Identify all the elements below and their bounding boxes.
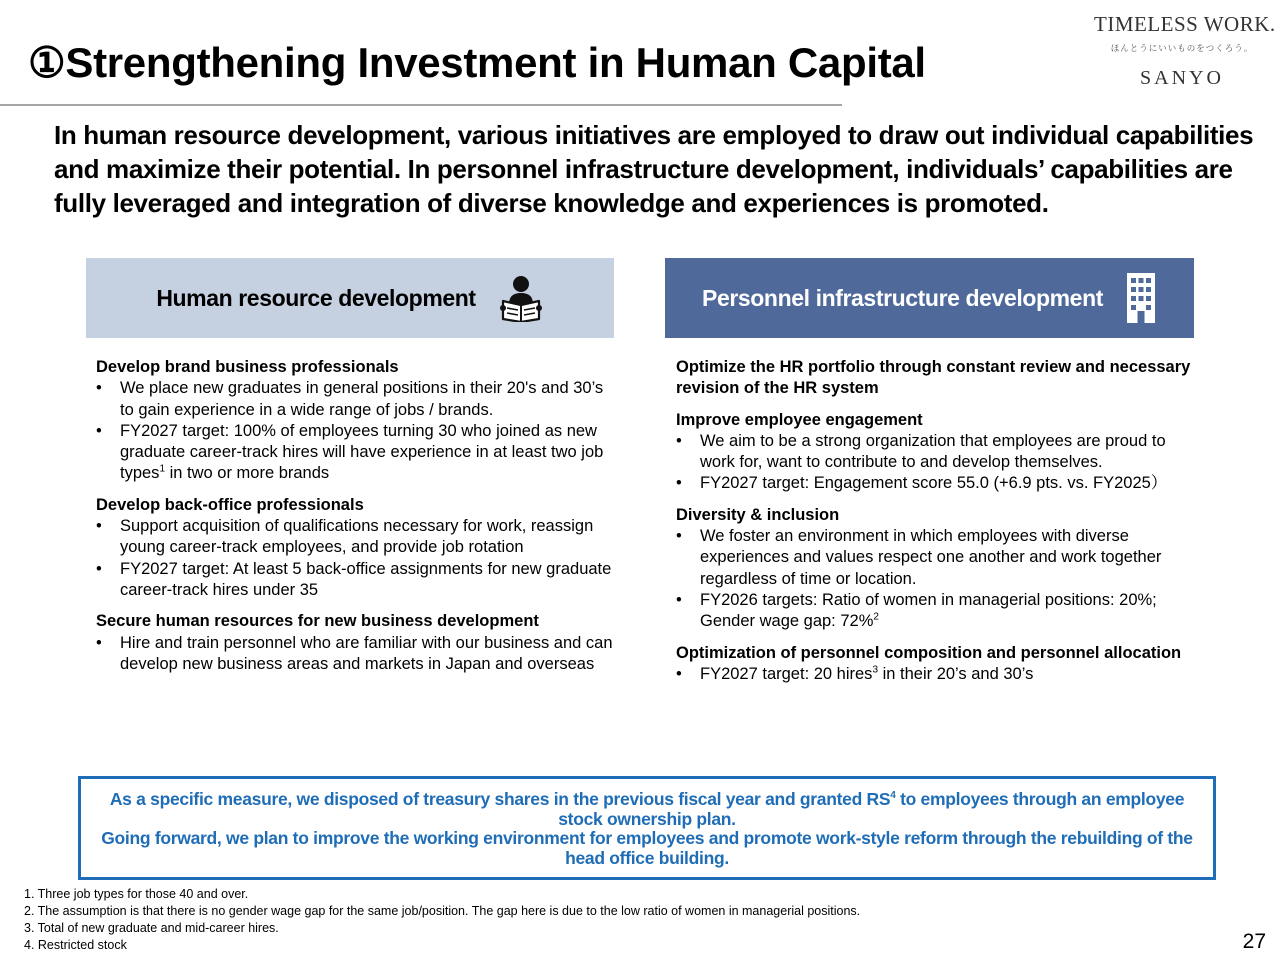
bullet-item	[96, 421, 616, 485]
bullet-text: FY2027 target: 20 hires	[700, 664, 873, 683]
footnote: 4. Restricted stock	[24, 938, 127, 952]
footnote-ref: 1	[159, 463, 165, 475]
footnote-ref: 2	[873, 611, 879, 623]
section	[96, 611, 616, 675]
personnel-infrastructure-list	[676, 357, 1196, 695]
specific-measure-callout	[78, 776, 1216, 880]
section-title: Develop back-office professionals	[96, 495, 364, 514]
callout-text: to employees through an employee stock ownership plan.	[558, 789, 1185, 829]
bullet-text: We foster an environment in which employees with diverse experiences and values respect one another and work together regardless of time or location.	[700, 527, 1162, 588]
section-title: Improve employee engagement	[676, 410, 923, 429]
section	[676, 505, 1196, 633]
footnote: 3. Total of new graduate and mid-career hires.	[24, 921, 279, 935]
page-title: ①Strengthening Investment in Human Capital	[28, 39, 926, 86]
section	[96, 357, 616, 485]
section-title: Secure human resources for new business development	[96, 612, 539, 631]
section-title: Diversity & inclusion	[676, 505, 840, 524]
bullet-text: FY2026 targets: Ratio of women in managerial positions: 20%; Gender wage gap: 72%	[700, 590, 1157, 631]
bullet-item	[676, 590, 1196, 633]
human-resource-development-list	[96, 357, 616, 685]
bullet-text: FY2027 target: Engagement score 55.0 (+6.9 pts. vs. FY2025）	[700, 474, 1168, 493]
section	[676, 410, 1196, 495]
bullet-text: We place new graduates in general positions in their 20's and 30’s to gain experience in a wide range of jobs / brands.	[120, 379, 604, 419]
bullet-item	[96, 633, 616, 676]
footnotes	[24, 886, 860, 954]
company-logo	[1094, 12, 1276, 90]
page-number: 27	[1242, 930, 1266, 953]
intro-paragraph: In human resource development, various initiatives are employed to draw out individual capabilities and maximize their potential. In personnel infrastructure development, individuals’ capabilities are fully leveraged and integration of diverse knowledge and experiences is promoted.	[54, 120, 1254, 218]
bullet-text: in their 20’s and 30’s	[878, 664, 1034, 683]
column-header-label: Personnel infrastructure development	[702, 284, 1103, 311]
section-title: Optimization of personnel composition and personnel allocation	[676, 643, 1182, 662]
logo-subtitle: ほんとうにいいものをつくろう。	[1110, 44, 1254, 54]
footnote-ref: 4	[890, 790, 896, 802]
section-title: Optimize the HR portfolio through constant review and necessary revision of the HR system	[676, 358, 1191, 398]
footnote-ref: 3	[872, 664, 878, 676]
bullet-item	[676, 526, 1196, 590]
bullet-text: FY2027 target: 100% of employees turning 30 who joined as new graduate career-track hires will have experience in at least two job types	[120, 421, 604, 483]
bullet-text: Support acquisition of qualifications necessary for work, reassign young career-track employees, and provide job rotation	[120, 517, 594, 557]
bullet-item	[676, 473, 1196, 494]
bullet-text: Hire and train personnel who are familiar with our business and can develop new business areas and markets in Japan and overseas	[120, 633, 613, 673]
section	[676, 643, 1196, 686]
office-building-icon	[1125, 273, 1157, 323]
bullet-item	[96, 516, 616, 559]
bullet-item	[96, 378, 616, 421]
human-resource-development-header	[86, 258, 614, 338]
section-title: Develop brand business professionals	[96, 358, 399, 376]
personnel-infrastructure-development-header	[665, 258, 1194, 338]
footnote: 2. The assumption is that there is no gender wage gap for the same job/position. The gap here is due to the low ratio of women in managerial positions.	[24, 904, 861, 918]
callout-line: Going forward, we plan to improve the working environment for employees and promote work-style reform through the rebuilding of the head office building.	[101, 828, 1193, 868]
person-reading-book-icon	[498, 274, 544, 322]
section	[676, 357, 1196, 400]
bullet-item	[96, 559, 616, 602]
column-header-label: Human resource development	[156, 284, 476, 311]
footnote: 1. Three job types for those 40 and over.	[24, 887, 249, 901]
bullet-item	[676, 431, 1196, 474]
callout-text: As a specific measure, we disposed of treasury shares in the previous fiscal year and granted RS	[109, 789, 891, 809]
bullet-text: We aim to be a strong organization that employees are proud to work for, want to contribute to and develop themselves.	[700, 431, 1166, 472]
title-divider	[0, 104, 842, 106]
logo-tagline: TIMELESS WORK.	[1094, 12, 1276, 36]
bullet-item	[676, 664, 1196, 685]
logo-brand: SANYO	[1140, 67, 1224, 89]
callout-line	[81, 790, 1213, 829]
bullet-text: FY2027 target: At least 5 back-office assignments for new graduate career-track hires under 35	[120, 559, 612, 599]
section	[96, 495, 616, 601]
bullet-text: in two or more brands	[165, 464, 330, 483]
